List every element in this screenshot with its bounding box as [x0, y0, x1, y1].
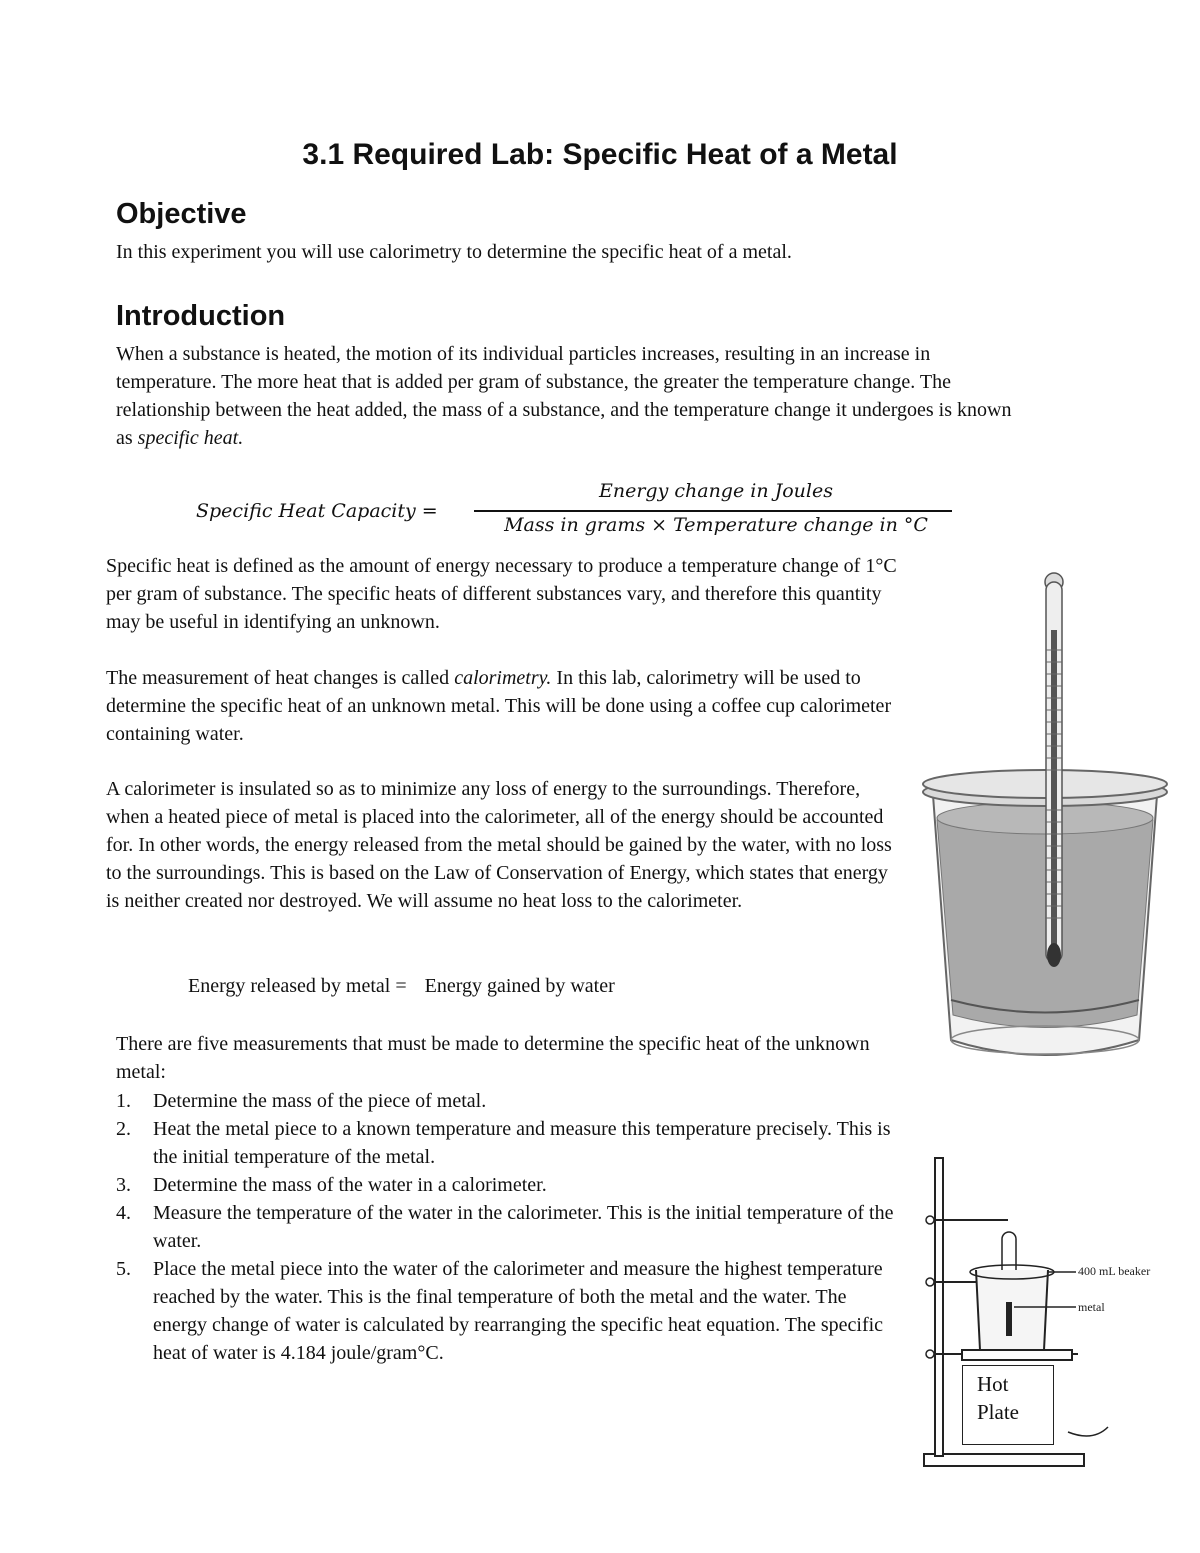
metal-label: metal: [1078, 1300, 1105, 1314]
hot-plate-label-1: Hot: [977, 1372, 1009, 1396]
calorimeter-illustration: [915, 570, 1175, 1075]
beaker-label: 400 mL beaker: [1078, 1264, 1151, 1278]
intro-para1-text: When a substance is heated, the motion of its individual particles increases, resulting in an increase in temperature. The more heat that is added per gram of substance, the greater the temperature change. The relationship between the heat added, the mass of a substance, and the temperature change it undergoes is known as: [116, 343, 1012, 449]
intro-para3-text-b: In this lab, calorimetry will be used to determine the specific heat of an unknown metal. This will be done using a coffee cup calorimeter containing water.: [106, 667, 892, 745]
introduction-paragraph-5: There are five measurements that must be made to determine the specific heat of the unknown metal:: [116, 1033, 870, 1083]
objective-text: In this experiment you will use calorimetry to determine the specific heat of a metal.: [116, 241, 792, 263]
intro-para1-emphasis: specific heat.: [137, 427, 244, 449]
energy-balance-equation: [188, 972, 615, 1000]
list-item: 4. Measure the temperature of the water in the calorimeter. This is the initial temperature of the water.: [116, 1202, 894, 1252]
metal-piece: [1006, 1302, 1012, 1336]
fraction-bar: [474, 510, 952, 512]
list-item: 1. Determine the mass of the piece of metal.: [116, 1090, 487, 1112]
list-item: 3. Determine the mass of the water in a calorimeter.: [116, 1174, 547, 1196]
introduction-heading: Introduction: [116, 300, 286, 332]
formula-numerator: Energy change in Joules: [599, 480, 833, 502]
measurement-steps: [116, 1087, 896, 1367]
formula-lhs: Specific Heat Capacity =: [196, 500, 438, 522]
hot-plate-label-2: Plate: [977, 1400, 1019, 1424]
equation-right: Energy gained by water: [424, 975, 615, 997]
hot-plate-cord: [1068, 1427, 1108, 1436]
introduction-paragraph-2: Specific heat is defined as the amount of energy necessary to produce a temperature change of 1°C per gram of substance. The specific heats of different substances vary, and therefore this quantity may be useful in identifying an unknown.: [106, 555, 897, 633]
hot-plate-top: [962, 1350, 1072, 1360]
objective-heading: Objective: [116, 198, 247, 230]
list-item: 2. Heat the metal piece to a known temperature and measure this temperature precisely. This is the initial temperature of the metal.: [116, 1118, 891, 1168]
intro-para3-emphasis: calorimetry.: [454, 667, 552, 689]
list-item: 5. Place the metal piece into the water of the calorimeter and measure the highest temperature reached by the water. This is the final temperature of both the metal and the water. The energy change of water is calculated by rearranging the specific heat equation. The specific heat of water is 4.184 joule/gram°C.: [116, 1258, 884, 1364]
thermometer-column: [1051, 630, 1057, 960]
water: [937, 808, 1153, 1028]
introduction-paragraph-3: [106, 664, 906, 748]
lid-top: [923, 770, 1167, 798]
hot-plate: [962, 1365, 1054, 1445]
page-title: 3.1 Required Lab: Specific Heat of a Metal: [302, 138, 898, 171]
equation-left: Energy released by metal =: [188, 975, 407, 997]
specific-heat-formula: [196, 478, 956, 542]
formula-denominator: Mass in grams × Temperature change in °C: [504, 514, 928, 536]
stand-rod: [935, 1158, 943, 1456]
stand-base: [924, 1454, 1084, 1466]
thermometer-bulb: [1047, 943, 1061, 967]
introduction-paragraph-1: [116, 340, 1016, 452]
introduction-paragraph-4: A calorimeter is insulated so as to minimize any loss of energy to the surroundings. Therefore, when a heated piece of metal is placed into the calorimeter, all of the energy should be accounted for. In other words, the energy released from the metal should be gained by the water, with no loss to the surroundings. This is based on the Law of Conservation of Energy, which states that energy is neither created nor destroyed. We will assume no heat loss to the calorimeter.: [106, 778, 892, 912]
intro-para3-text-a: The measurement of heat changes is called: [106, 667, 455, 689]
